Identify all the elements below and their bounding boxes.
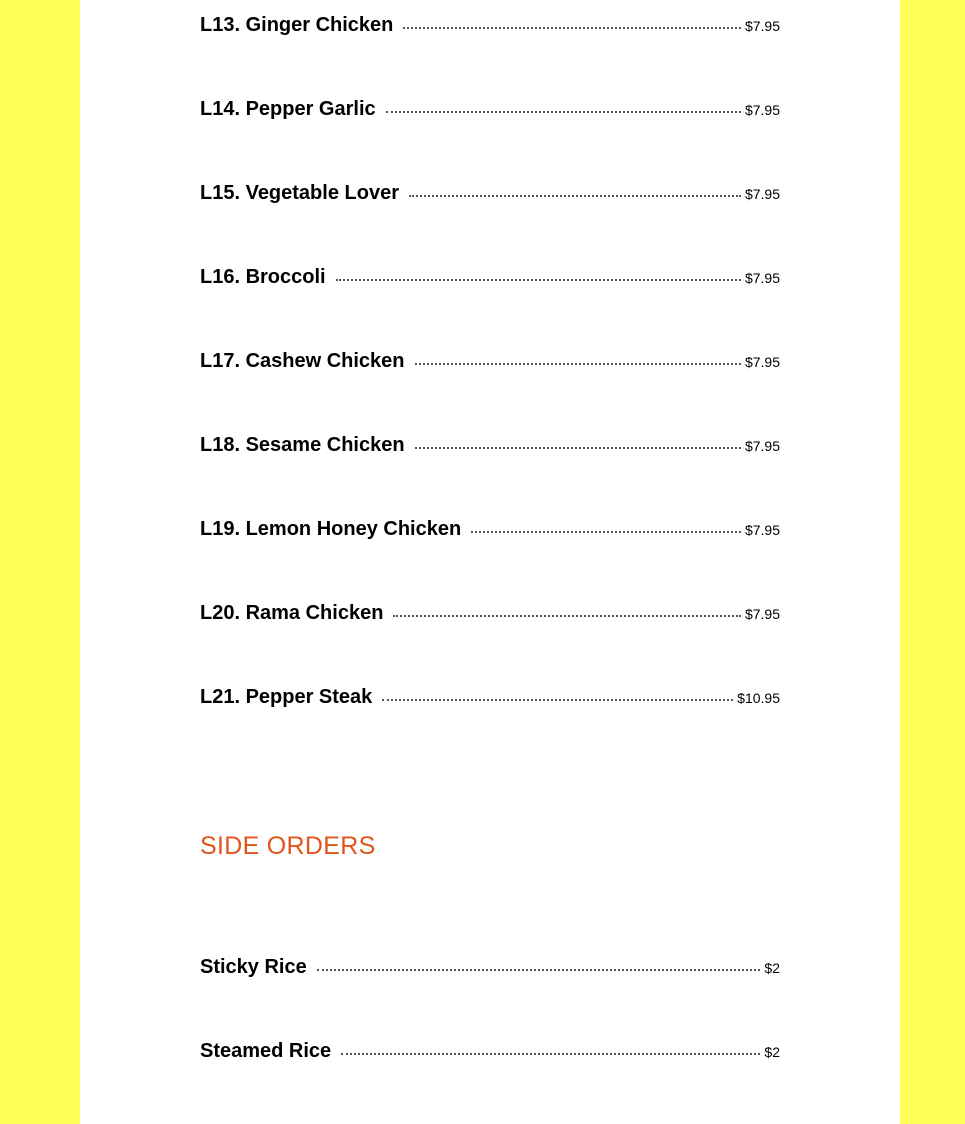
menu-item-name: L14. Pepper Garlic <box>200 98 376 120</box>
dotted-leader <box>471 531 741 533</box>
dotted-leader <box>415 363 741 365</box>
menu-item-name: L20. Rama Chicken <box>200 602 384 624</box>
dotted-leader <box>393 615 741 617</box>
menu-item-name: L13. Ginger Chicken <box>200 14 394 36</box>
menu-item-price: $7.95 <box>744 186 780 202</box>
dotted-leader <box>341 1053 760 1055</box>
menu-item-price: $7.95 <box>744 522 780 538</box>
dotted-leader <box>317 969 761 971</box>
menu-item-price: $2 <box>764 1044 780 1060</box>
menu-item <box>200 672 780 756</box>
dotted-leader <box>336 279 741 281</box>
dotted-leader <box>382 699 733 701</box>
menu-item <box>200 1026 780 1110</box>
side-orders-heading: SIDE ORDERS <box>200 832 376 860</box>
menu-item-price: $7.95 <box>744 438 780 454</box>
menu-item-name: L17. Cashew Chicken <box>200 350 405 372</box>
menu-item-price: $7.95 <box>744 102 780 118</box>
side-orders-list <box>200 942 780 1110</box>
menu-item-name: L18. Sesame Chicken <box>200 434 405 456</box>
menu-item-name: Sticky Rice <box>200 956 307 978</box>
menu-item <box>200 168 780 252</box>
menu-item <box>200 942 780 1026</box>
menu-page <box>80 0 900 1124</box>
menu-item-price: $7.95 <box>744 270 780 286</box>
dotted-leader <box>409 195 741 197</box>
dotted-leader <box>386 111 741 113</box>
menu-item-name: Steamed Rice <box>200 1040 332 1062</box>
menu-item <box>200 252 780 336</box>
menu-item-name: L16. Broccoli <box>200 266 326 288</box>
dotted-leader <box>415 447 741 449</box>
menu-item-name: L15. Vegetable Lover <box>200 182 399 204</box>
menu-item-price: $7.95 <box>744 606 780 622</box>
menu-item <box>200 420 780 504</box>
menu-item <box>200 504 780 588</box>
menu-item-name: L21. Pepper Steak <box>200 686 373 708</box>
menu-item-name: L19. Lemon Honey Chicken <box>200 518 462 540</box>
menu-item-price: $7.95 <box>744 354 780 370</box>
menu-item <box>200 84 780 168</box>
dotted-leader <box>403 27 741 29</box>
menu-item <box>200 588 780 672</box>
menu-item-price: $7.95 <box>744 18 780 34</box>
menu-item-price: $10.95 <box>737 690 780 706</box>
menu-item <box>200 0 780 84</box>
menu-item <box>200 336 780 420</box>
lunch-menu-list <box>200 0 780 756</box>
menu-item-price: $2 <box>764 960 780 976</box>
